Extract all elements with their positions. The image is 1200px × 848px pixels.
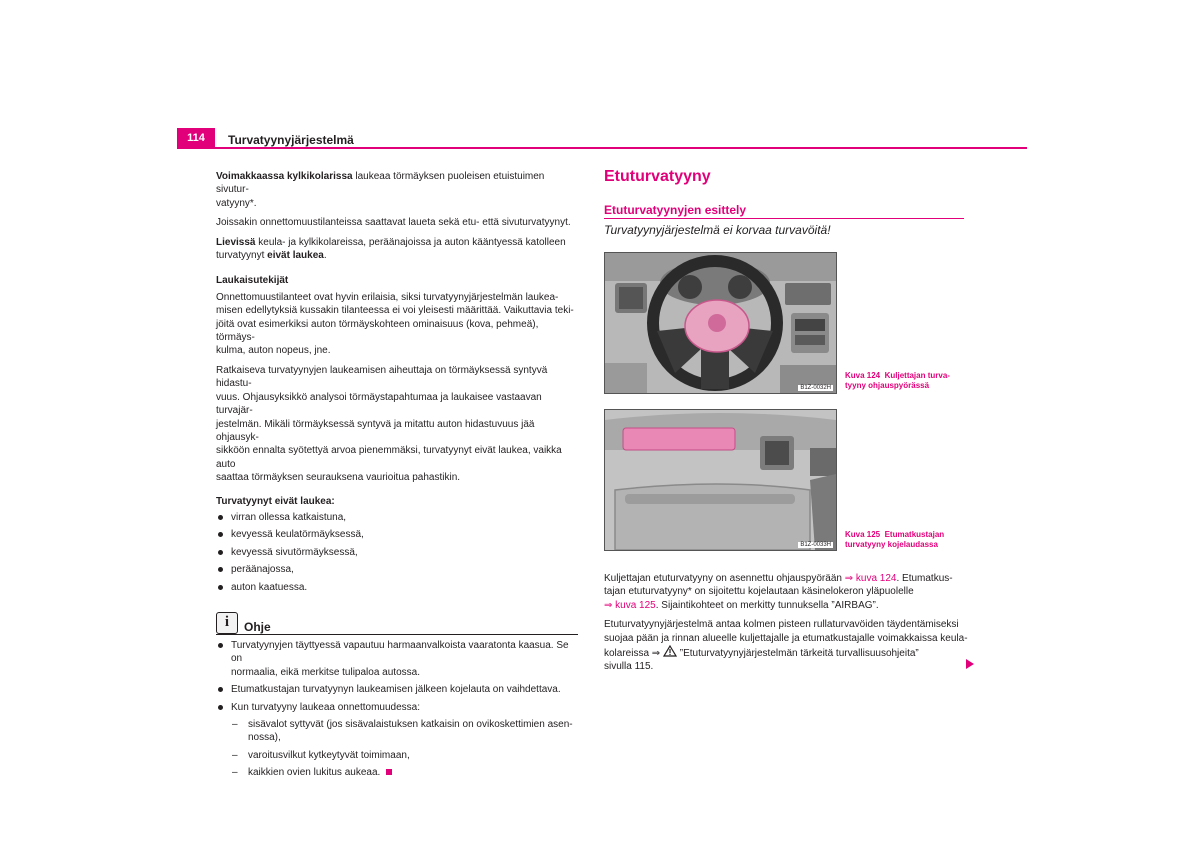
right-body: [604, 572, 970, 680]
note-item: Turvatyynyjen täyttyessä vapautuu harmaanvalkoista vaaratonta kaasua. Se on normaalia, eikä merkitse tulipaloa autossa.: [216, 639, 578, 679]
subheading-not-deploy: Turvatyynyt eivät laukea:: [216, 495, 335, 507]
page-number: 114: [177, 128, 215, 149]
note-dash-item: – varoitusvilkut kytkeytyvät toimimaan,: [232, 749, 578, 762]
subheading-triggers: Laukaisutekijät: [216, 275, 289, 287]
chapter-title: Turvatyynyjärjestelmä: [228, 133, 354, 147]
paragraph-minor-collisions: Lievissä keula- ja kylkikolareissa, peräänajoissa ja auton kääntyessä katolleen turvatyynyt eivät laukea.: [216, 236, 566, 262]
subsection-rule: [604, 218, 964, 219]
subsection-title: Etuturvatyynyjen esittely: [604, 203, 747, 217]
figure-caption: Kuva 125 Etumatkustajan turvatyyny kojelaudassa: [845, 530, 945, 549]
list-item: auton kaatuessa.: [216, 581, 578, 594]
list-item: kevyessä sivutörmäyksessä,: [216, 546, 578, 559]
cross-reference[interactable]: ”Etuturvatyynyjärjestelmän tärkeitä turvallisuusohjeita”: [676, 648, 919, 660]
intro-statement: Turvatyynyjärjestelmä ei korvaa turvavöitä!: [604, 223, 831, 237]
steering-wheel-illustration: [605, 253, 836, 393]
paragraph-both-deploy: Joissakin onnettomuustilanteissa saattavat laueta sekä etu- että sivuturvatyynyt.: [216, 217, 571, 229]
dashboard-illustration: [605, 410, 836, 550]
note-title: Ohje: [244, 619, 271, 634]
left-column: [216, 170, 578, 784]
paragraph-triggers: Onnettomuustilanteet ovat hyvin erilaisia, siksi turvatyynyjärjestelmän laukea- misen edellytyksiä kussakin tilanteessa ei voi yleisesti määrittää. Vaikuttavia teki- jöitä ovat esimerkiksi auton törmäyskohteen ominaisuus (kova, pehmeä), törmäys- kulma, auton nopeus, jne.: [216, 291, 574, 357]
paragraph-deceleration: Ratkaiseva turvatyynyjen laukeamisen aiheuttaja on törmäyksessä syntyvä hidastu- vuus. Ohjausyksikkö analysoi törmäystapahtumaa ja laukaisee vastaavan turvajär- jestelmän. Mikäli törmäyksessä syntyvä ja mitattu auton hidastuvuus jää ohjausyk- sikköön ennalta syötettyä arvoa pienemmäksi, turvatyynyt eivät laukea, vaikka auto saattaa törmäyksen seurauksena vaurioitua pahastikin.: [216, 364, 562, 484]
note-item: Etumatkustajan turvatyynyn laukeamisen jälkeen kojelauta on vaihdettava.: [216, 683, 578, 696]
paragraph-side-airbag: Voimakkaassa kylkikolarissa laukeaa törmäyksen puoleisen etuistuimen sivutur- vatyyny*.: [216, 171, 545, 209]
note-dash-item: – kaikkien ovien lukitus aukeaa.: [232, 766, 578, 779]
continue-arrow-icon: [966, 659, 974, 669]
figure-steering-wheel: [604, 252, 837, 394]
paragraph-protection: Etuturvatyynyjärjestelmä antaa kolmen pisteen rullaturvavöiden täydentämiseksi suojaa pään ja rinnan alueelle kuljettajalle ja etumatkustajalle voimakkaissa keula- kolareissa ⇒ ”Etuturvatyynyjärjestelmän tärkeitä turvallisuusohjeita” sivulla 115.: [604, 619, 968, 673]
list-item: peräänajossa,: [216, 563, 578, 576]
figure-code: B1Z-0032H: [800, 385, 831, 391]
figure-dashboard: [604, 409, 837, 551]
list-item: kevyessä keulatörmäyksessä,: [216, 528, 578, 541]
figure-code: B1Z-0033H: [800, 542, 831, 548]
note-box: [216, 612, 578, 780]
note-rule: [216, 634, 578, 635]
note-item: Kun turvatyyny laukeaa onnettomuudessa:: [216, 701, 578, 714]
bold-term: Voimakkaassa kylkikolarissa: [216, 171, 353, 182]
header-rule: [177, 147, 1027, 149]
figure-ref-link[interactable]: ⇒ kuva 124: [844, 573, 897, 584]
note-dash-item: – sisävalot syttyvät (jos sisävalaistuksen katkaisin on ovikoskettimien asen- nossa),: [232, 718, 578, 745]
warning-icon: [663, 645, 677, 657]
info-icon: i: [216, 612, 238, 634]
end-square-icon: [386, 769, 392, 775]
figure-caption: Kuva 124 Kuljettajan turva- tyyny ohjauspyörässä: [845, 371, 950, 390]
list-item: virran ollessa katkaistuna,: [216, 511, 578, 524]
figure-ref-link[interactable]: ⇒ kuva 125: [604, 599, 656, 611]
section-title: Etuturvatyyny: [604, 168, 711, 185]
paragraph-airbag-location: Kuljettajan etuturvatyyny on asennettu ohjauspyörään ⇒ kuva 124. Etumatkus- tajan etuturvatyyny* on sijoitettu kojelautaan käsinelokeron yläpuolelle ⇒ kuva 125. Sijaintikohteet on merkitty tunnuksella ”AIRBAG”.: [604, 573, 953, 611]
